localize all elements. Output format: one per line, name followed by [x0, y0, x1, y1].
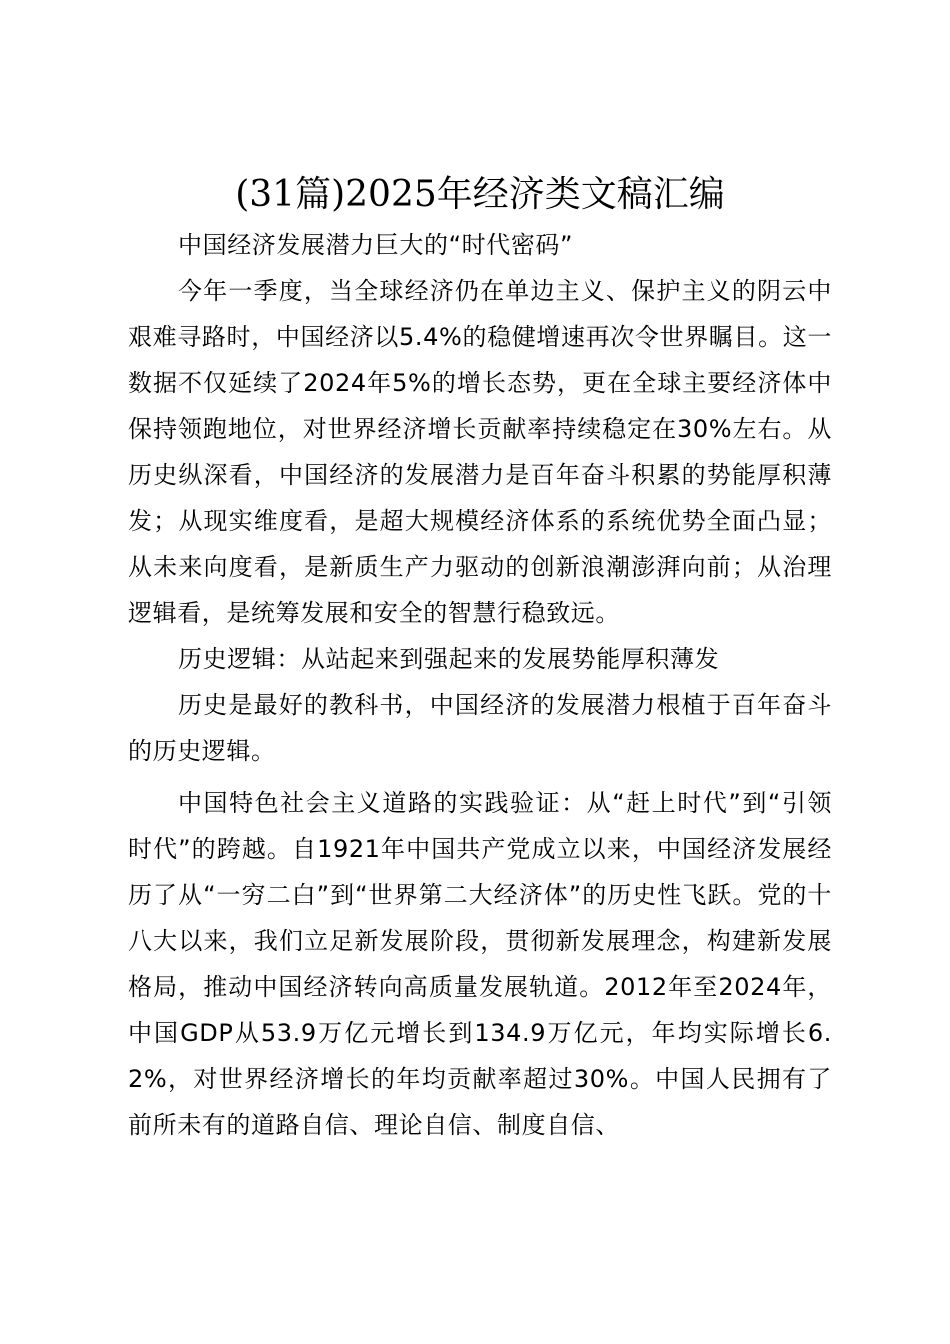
section-paragraph-1: 历史是最好的教科书，中国经济的发展潜力根植于百年奋斗的历史逻辑。: [128, 691, 832, 765]
document-page: [128, 168, 832, 1148]
section-heading: 历史逻辑：从站起来到强起来的发展势能厚积薄发: [178, 645, 720, 673]
document-title: (31篇)2025年经济类文稿汇编: [235, 174, 725, 215]
intro-paragraph: 今年一季度，当全球经济仍在单边主义、保护主义的阴云中艰难寻路时，中国经济以5.4%的稳健增速再次令世界瞩目。这一数据不仅延续了2024年5%的增长态势，更在全球主要经济体中保持领跑地位，对世界经济增长贡献率持续稳定在30%左右。从历史纵深看，中国经济的发展潜力是百年奋斗积累的势能厚积薄发；从现实维度看，是超大规模经济体系的系统优势全面凸显；从未来向度看，是新质生产力驱动的创新浪潮澎湃向前；从治理逻辑看，是统筹发展和安全的智慧行稳致远。: [128, 277, 832, 627]
article-title: 中国经济发展潜力巨大的“时代密码”: [178, 231, 574, 259]
section-paragraph-2: 中国特色社会主义道路的实践验证：从“赶上时代”到“引领时代”的跨越。自1921年中国共产党成立以来，中国经济发展经历了从“一穷二白”到“世界第二大经济体”的历史性飞跃。党的十八大以来，我们立足新发展阶段，贯彻新发展理念，构建新发展格局，推动中国经济转向高质量发展轨道。2012年至2024年，中国GDP从53.9万亿元增长到134.9万亿元，年均实际增长6.2%，对世界经济增长的年均贡献率超过30%。中国人民拥有了前所未有的道路自信、理论自信、制度自信、: [128, 789, 832, 1139]
